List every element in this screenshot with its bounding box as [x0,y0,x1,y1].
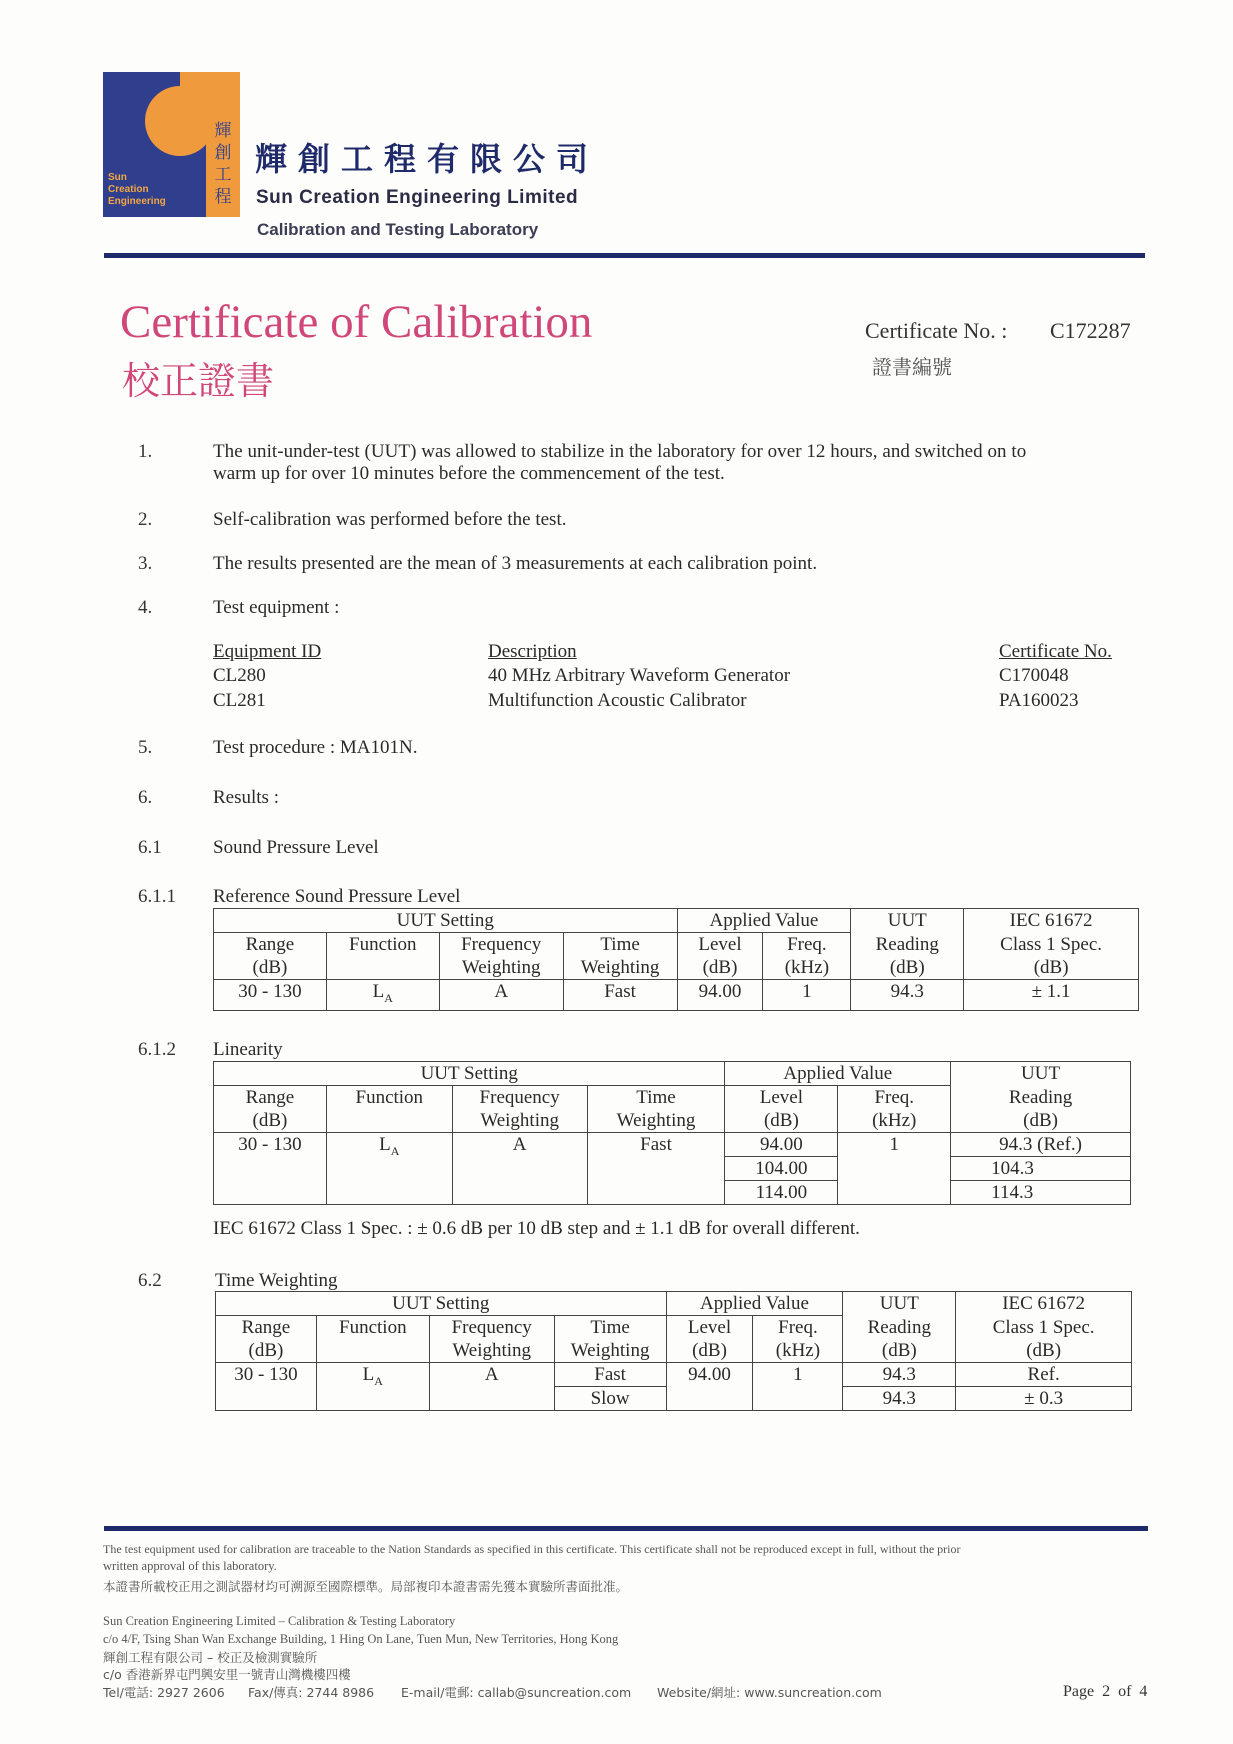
logo-cn-char: 工 [214,165,232,185]
logo-cn-char: 輝 [214,121,232,141]
column-header [964,933,1139,980]
cell-range: 30 - 130 [216,1363,317,1411]
equipment-id-header: Equipment ID [213,641,322,662]
footer-fax: Fax/傳真: 2744 8986 [248,1685,375,1700]
table-header-row [216,1292,1132,1316]
header-unit: (dB) [692,1340,727,1361]
header-unit: (dB) [881,1339,917,1361]
footer-address-line-cn: 輝創工程有限公司 – 校正及檢測實驗所 [103,1650,318,1665]
table-header-row [214,1062,1131,1086]
linearity-table [213,1061,1131,1205]
column-header [843,1316,956,1363]
item-3-text: The results presented are the mean of 3 measurements at each calibration point. [213,553,818,574]
column-header [452,1086,587,1133]
column-header: IEC 61672 [956,1292,1132,1316]
column-header [763,933,851,980]
header-unit: (dB) [1023,1109,1058,1131]
column-header [851,933,964,980]
cell-level: 94.00 [725,1133,838,1157]
cell-spec: ± 0.3 [956,1387,1132,1411]
column-header: UUT [843,1292,956,1316]
time-weighting-table [215,1291,1132,1411]
column-group-header: Applied Value [725,1062,951,1086]
logo-line-2: Creation [108,184,149,195]
logo-text-en [108,172,166,208]
logo-line-3: Engineering [108,196,166,207]
header-unit: (kHz) [784,957,830,978]
footer-address-line-cn: c/o 香港新界屯門興安里一號青山灣機樓四樓 [103,1667,351,1682]
section-6-1-title: Sound Pressure Level [213,837,379,858]
cell-reading: 94.3 [843,1363,956,1387]
equipment-description: Multifunction Acoustic Calibrator [488,690,747,711]
cell-time-weighting: Fast [563,980,677,1011]
header-unit: (dB) [1026,1339,1062,1361]
item-number: 6.2 [138,1270,162,1291]
table-header-row [214,1086,1131,1133]
item-1-line-2: warm up for over 10 minutes before the commencement of the test. [213,463,725,484]
column-group-header: Applied Value [666,1292,843,1316]
cell-function [326,1133,452,1205]
header-line: Level [687,1317,732,1338]
item-2-text: Self-calibration was performed before the test. [213,509,567,530]
function-subscript: A [390,1143,400,1158]
header-unit: (dB) [252,1110,288,1131]
column-header [214,1086,327,1133]
item-1-text [213,441,1026,485]
item-number: 6.1.1 [138,886,176,907]
equipment-certificate: C170048 [999,665,1069,686]
column-group-header: UUT Setting [216,1292,667,1316]
header-line: Weighting [616,1110,696,1131]
cell-spec: ± 1.1 [964,980,1139,1011]
column-header [666,1316,753,1363]
cell-range: 30 - 130 [214,980,327,1011]
table-row [214,980,1139,1011]
footer-tel: Tel/電話: 2927 2606 [103,1685,225,1700]
header-line: Level [698,934,742,955]
column-header [725,1086,838,1133]
cell-level: 94.00 [666,1363,753,1411]
item-number: 4. [138,597,153,618]
header-line: Reading [875,933,939,955]
reference-spl-table [213,908,1139,1011]
column-header [587,1086,725,1133]
table-header-row [214,933,1139,980]
cell-level: 94.00 [677,980,763,1011]
header-unit: (dB) [252,957,288,978]
cell-freq: 1 [753,1363,843,1411]
footer-address-line: Sun Creation Engineering Limited – Calibration & Testing Laboratory [103,1614,456,1628]
certificate-no-label: Certificate No. : [865,318,1008,343]
cell-frequency-weighting: A [452,1133,587,1205]
header-line: Function [349,934,417,955]
header-line: Frequency [479,1087,560,1108]
logo-text-cn [209,120,237,208]
footer-divider [104,1526,1148,1531]
column-header [429,1316,554,1363]
section-6-2-title: Time Weighting [215,1270,338,1291]
header-line: Frequency [461,934,542,955]
header-line: Weighting [461,957,541,978]
cell-reading: 94.3 (Ref.) [951,1133,1131,1157]
cell-reading: 94.3 [843,1387,956,1411]
column-header [956,1316,1132,1363]
function-subscript: A [374,1373,383,1388]
footer-email: E-mail/電郵: callab@suncreation.com [401,1685,632,1700]
item-number: 5. [138,737,153,758]
lab-name: Calibration and Testing Laboratory [257,220,539,239]
header-line: Weighting [580,957,660,978]
equipment-id: CL281 [213,690,266,711]
header-line: Class 1 Spec. [1000,933,1103,955]
cell-function [326,980,439,1011]
item-6-text: Results : [213,787,279,808]
company-logo [103,72,240,217]
header-line: Function [355,1087,424,1108]
header-line: Weighting [570,1340,650,1361]
section-6-1-2-title: Linearity [213,1039,283,1060]
cell-frequency-weighting: A [439,980,563,1011]
traceability-statement-cn: 本證書所載校正用之測試器材均可溯源至國際標準。局部複印本證書需先獲本實驗所書面批准。 [103,1579,629,1594]
table-row [214,1133,1131,1157]
column-header [439,933,563,980]
header-line: Range [245,1087,295,1108]
header-unit: (dB) [763,1110,799,1131]
function-symbol: L [372,981,385,1002]
column-header [214,933,327,980]
cell-level: 114.00 [725,1181,838,1205]
column-header [326,933,439,980]
item-number: 6.1.2 [138,1039,176,1060]
traceability-line-1: The test equipment used for calibration are traceable to the Nation Standards as specified in this certificate. This certificate shall not be reproduced except in full, without the prior [103,1542,961,1556]
equipment-certificate: PA160023 [999,690,1079,711]
header-line: Range [245,934,295,955]
linearity-spec-note: IEC 61672 Class 1 Spec. : ± 0.6 dB per 10 dB step and ± 1.1 dB for overall different. [213,1218,860,1239]
column-group-header: UUT Setting [214,909,678,933]
item-number: 3. [138,553,153,574]
certificate-title: Certificate of Calibration [120,296,593,348]
page-number: Page 2 of 4 [1063,1683,1148,1700]
footer-address-line: c/o 4/F, Tsing Shan Wan Exchange Building, 1 Hing On Lane, Tuen Mun, New Territories, Hong Kong [103,1632,619,1646]
column-header: UUT [951,1062,1131,1086]
header-unit: (dB) [889,956,925,978]
item-number: 6.1 [138,837,162,858]
cell-freq: 1 [838,1133,951,1205]
column-header [316,1316,429,1363]
company-name-en: Sun Creation Engineering Limited [256,187,579,208]
header-unit: (dB) [1033,956,1069,978]
header-line: Reading [1008,1086,1073,1108]
cell-time-weighting: Slow [554,1387,666,1411]
logo-cn-char: 創 [214,143,232,163]
function-symbol: L [379,1134,391,1155]
cell-time-weighting: Fast [587,1133,725,1205]
item-1-line-1: The unit-under-test (UUT) was allowed to stabilize in the laboratory for over 12 hours, and switched on to [213,441,1027,462]
column-header: IEC 61672 [964,909,1139,933]
company-name-cn: 輝創工程有限公司 [255,140,600,178]
column-header [216,1316,317,1363]
header-line: Function [339,1317,407,1338]
item-5-text: Test procedure : MA101N. [213,737,418,758]
certificate-title-cn: 校正證書 [122,359,275,403]
header-line: Freq. [874,1087,915,1108]
cell-function [316,1363,429,1411]
header-line: Time [600,934,640,955]
column-group-header: UUT Setting [214,1062,725,1086]
header-line: Range [241,1317,291,1338]
cell-freq: 1 [763,980,851,1011]
cell-reading: 104.3 [951,1157,1131,1181]
column-header [951,1086,1131,1133]
cell-time-weighting: Fast [554,1363,666,1387]
equipment-description-header: Description [488,641,577,662]
column-header [326,1086,452,1133]
cell-reading: 114.3 [951,1181,1131,1205]
header-line: Time [636,1087,676,1108]
certificate-no-value: C172287 [1050,318,1131,343]
equipment-certificate-header: Certificate No. [999,641,1112,662]
cell-frequency-weighting: A [429,1363,554,1411]
logo-cn-char: 程 [214,187,232,207]
item-4-text: Test equipment : [213,597,340,618]
column-header [838,1086,951,1133]
table-header-row [216,1316,1132,1363]
column-header: UUT [851,909,964,933]
footer-website: Website/網址: www.suncreation.com [657,1685,882,1700]
column-header [677,933,763,980]
logo-line-1: Sun [108,172,127,183]
item-number: 1. [138,441,153,462]
header-divider [104,253,1145,258]
function-subscript: A [384,990,393,1005]
header-unit: (dB) [702,957,738,978]
logo-orange-square [180,72,206,108]
column-header [753,1316,843,1363]
header-line: Weighting [452,1340,532,1361]
function-symbol: L [362,1364,375,1385]
equipment-description: 40 MHz Arbitrary Waveform Generator [488,665,791,686]
table-row [216,1363,1132,1387]
item-number: 2. [138,509,153,530]
table-header-row [214,909,1139,933]
header-line: Level [759,1087,804,1108]
header-unit: (dB) [248,1340,284,1361]
column-group-header: Applied Value [677,909,851,933]
column-header [563,933,677,980]
header-line: Time [590,1317,630,1338]
header-line: Reading [867,1316,931,1338]
column-header [554,1316,666,1363]
header-unit: (kHz) [775,1340,821,1361]
header-line: Freq. [787,934,827,955]
cell-level: 104.00 [725,1157,838,1181]
cell-spec: Ref. [956,1363,1132,1387]
header-unit: (kHz) [872,1110,917,1131]
header-line: Class 1 Spec. [992,1316,1095,1338]
cell-range: 30 - 130 [214,1133,327,1205]
traceability-line-2: written approval of this laboratory. [103,1559,277,1573]
section-6-1-1-title: Reference Sound Pressure Level [213,886,461,907]
header-line: Freq. [778,1317,818,1338]
cell-reading: 94.3 [851,980,964,1011]
traceability-statement [103,1541,1153,1575]
header-line: Weighting [480,1110,559,1131]
certificate-no-label-cn: 證書編號 [872,355,952,379]
equipment-id: CL280 [213,665,266,686]
header-line: Frequency [451,1317,532,1338]
item-number: 6. [138,787,153,808]
